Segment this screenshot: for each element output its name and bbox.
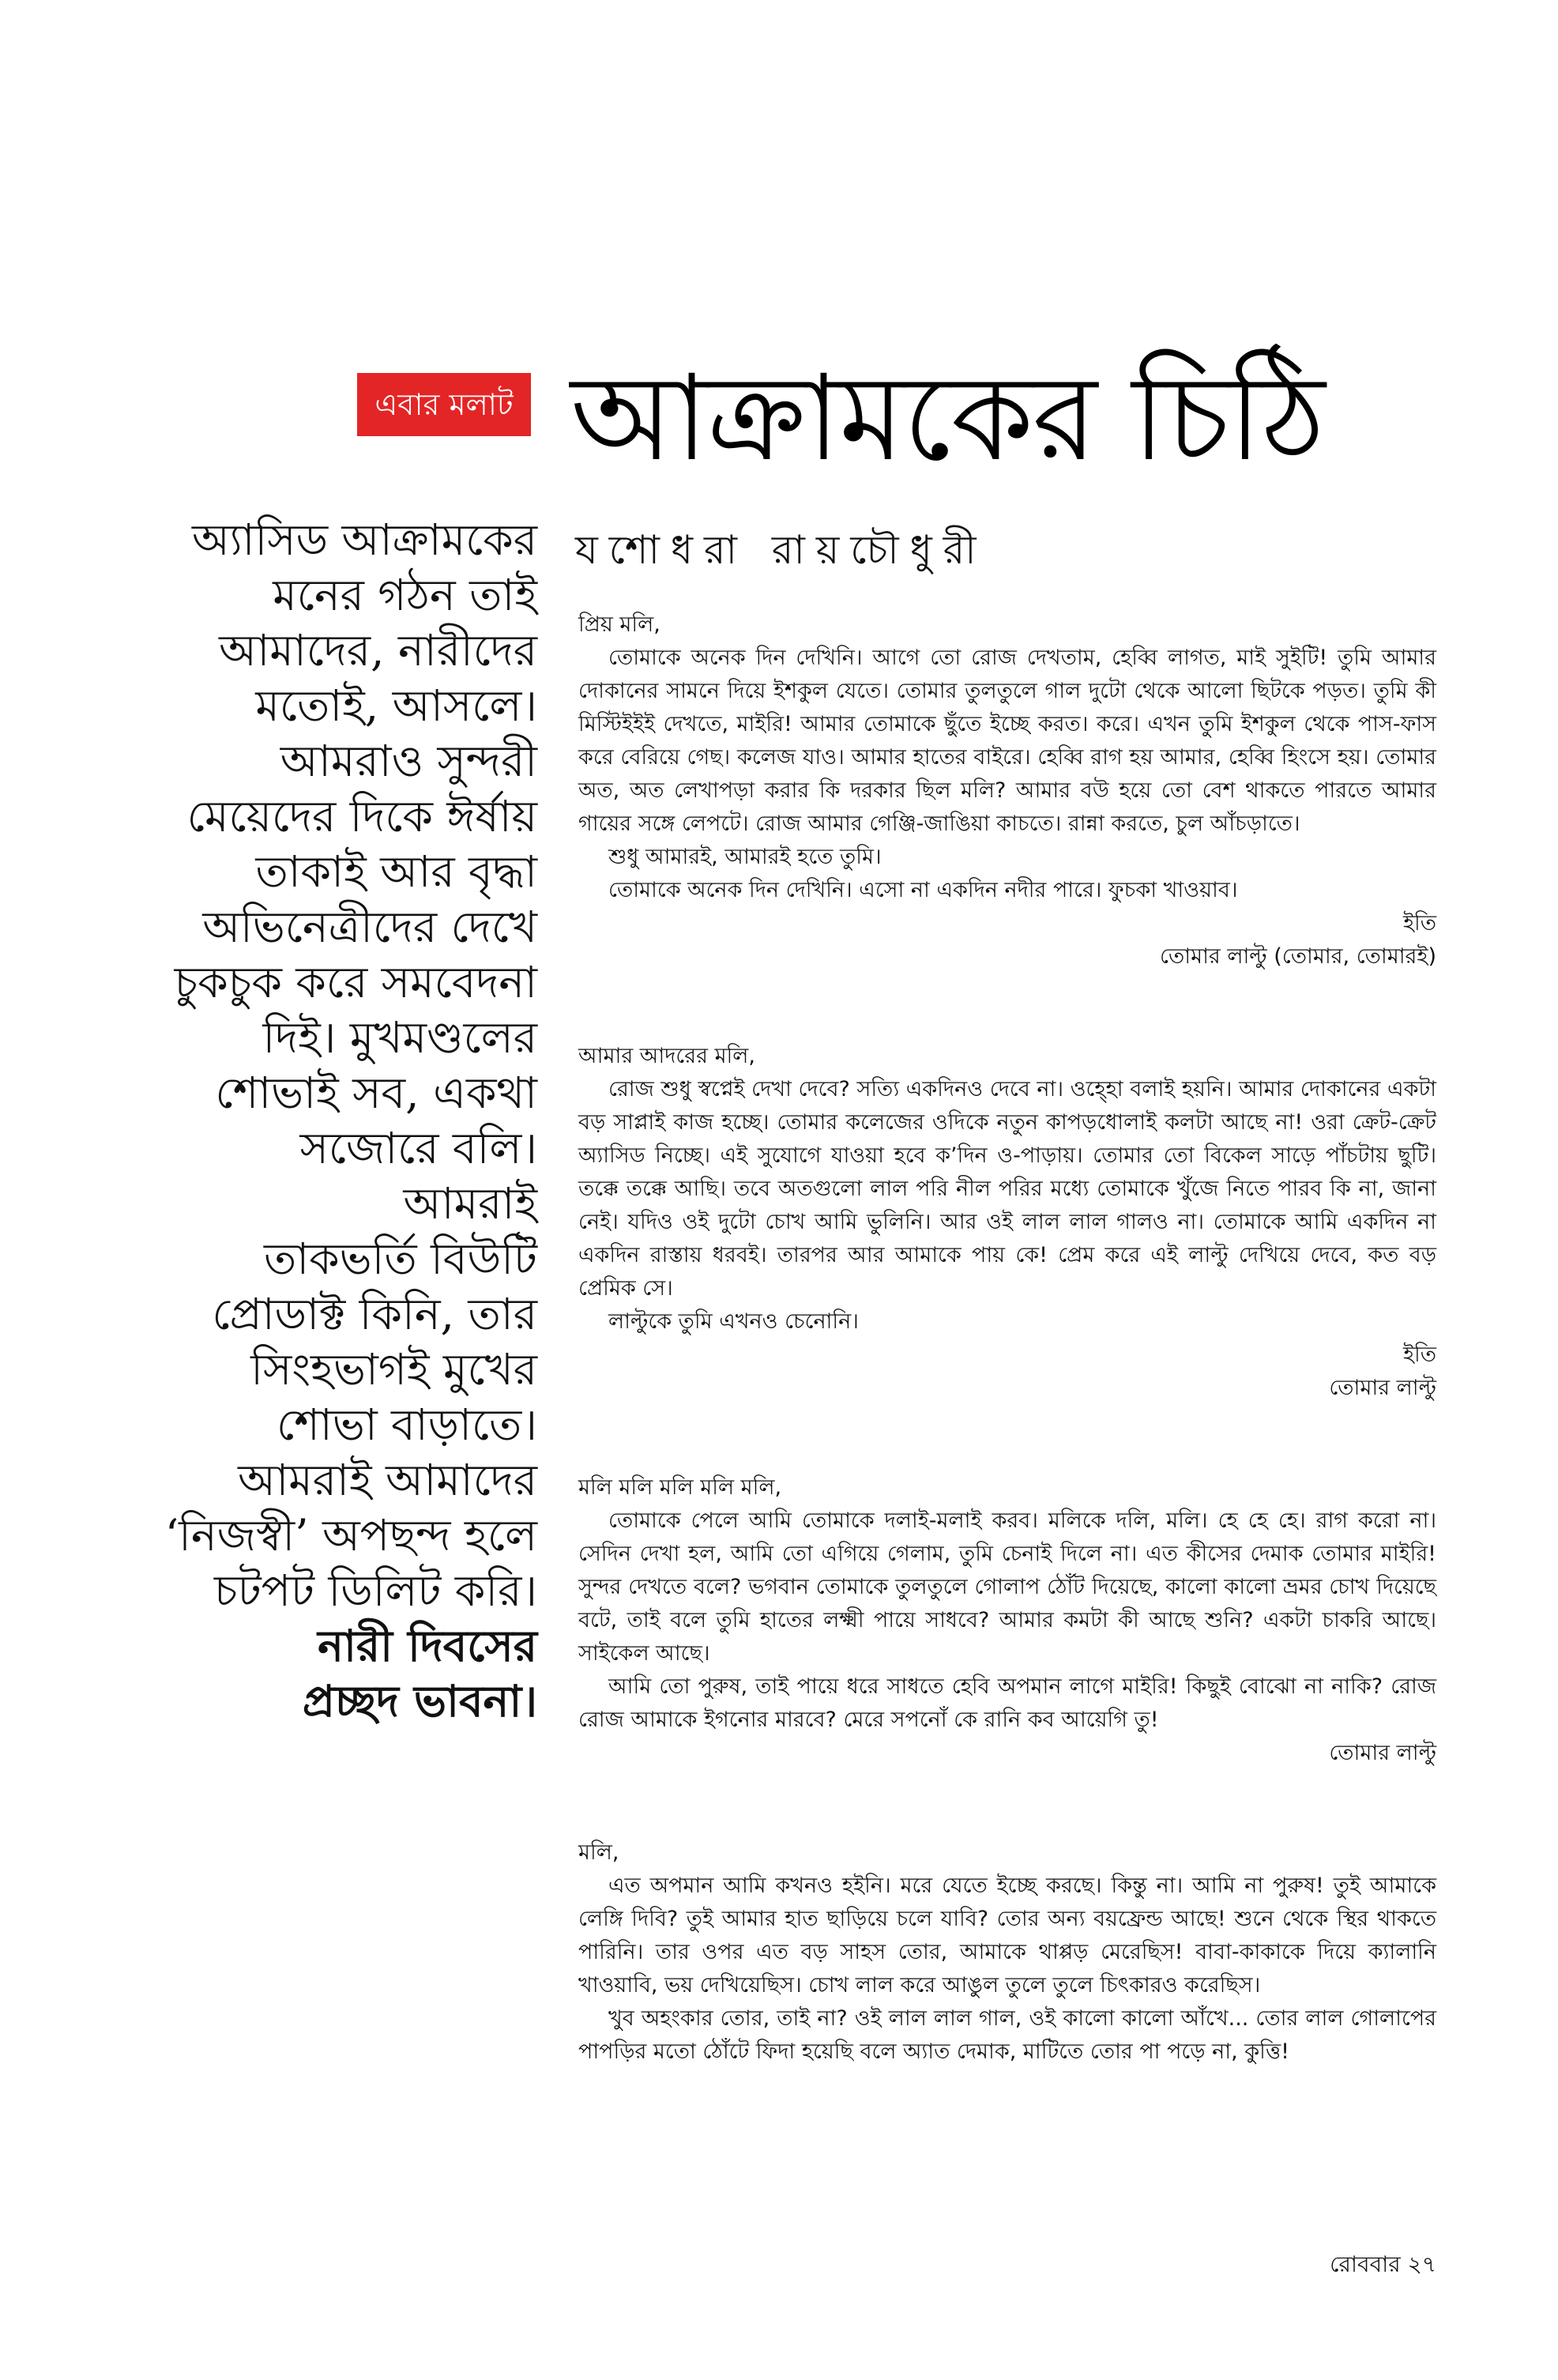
pullquote-line: আমরাও সুন্দরী — [280, 736, 537, 786]
letter-signature: তোমার লাল্টু — [1329, 1741, 1436, 1765]
pullquote-line: তাকভর্তি বিউটি — [263, 1233, 537, 1284]
letter-paragraph: আমি তো পুরুষ, তাই পায়ে ধরে সাধতে হেবি অপমান লাগে মাইরি! কিছুই বোঝো না নাকি? রোজ রোজ আমাকে ইগনোর মারবে? মেরে সপনোঁ কে রানি কব আয়েগি তু! — [578, 1674, 1436, 1732]
pullquote-line: অভিনেত্রীদের দেখে — [202, 902, 537, 952]
letter-closing: ইতি — [1402, 911, 1436, 936]
letter-salutation: মলি, — [578, 1840, 619, 1865]
letter-paragraph: তোমাকে পেলে আমি তোমাকে দলাই-মলাই করব। মলিকে দলি, মলি। হে হে হে। রাগ করো না। সেদিন দেখা হল, আমি তো এগিয়ে গেলাম, তুমি চেনাই দিলে না। এত কীসের দেমাক তোমার মাইরি! সুন্দর দেখতে বলে? ভগবান তোমাকে তুলতুলে গোলাপ ঠোঁট দিয়েছে, কালো কালো ভ্রমর চোখ দিয়েছে বটে, তাই বলে তুমি হাতের লক্ষ্মী পায়ে সাধবে? আমার কমটা কী আছে শুনি? একটা চাকরি আছে। সাইকেল আছে। — [578, 1508, 1436, 1666]
letter-divider-space — [578, 973, 1436, 1040]
letter-signature: তোমার লাল্টু — [1329, 1376, 1436, 1400]
pullquote-line: মেয়েদের দিকে ঈর্ষায় — [186, 791, 537, 842]
letter-paragraph: রোজ শুধু স্বপ্নেই দেখা দেবে? সত্যি একদিনও দেবে না। ওহ্হো বলাই হয়নি। আমার দোকানের একটা বড় সাপ্লাই কাজ হচ্ছে। তোমার কলেজের ওদিকে নতুন কাপড়ধোলাই কলটা আছে না! ওরা ক্রেট-ক্রেট অ্যাসিড নিচ্ছে। এই সুযোগে যাওয়া হবে ক’দিন ও-পাড়ায়। তোমার তো বিকেল সাড়ে পাঁচটায় ছুটি। তক্কে তক্কে আছি। তবে অতগুলো লাল পরি নীল পরির মধ্যে তোমাকে খুঁজে নিতে পারব কি না, জানা নেই। যদিও ওই দুটো চোখ আমি ভুলিনি। আর ওই লাল লাল গালও না। তোমাকে আমি একদিন না একদিন রাস্তায় ধরবই। তারপর আর আমাকে পায় কে! প্রেম করে এই লাল্টু দেখিয়ে দেবে, কত বড় প্রেমিক সে। — [578, 1077, 1436, 1301]
author-byline: যশোধরা রায়চৌধুরী — [575, 527, 988, 573]
letter-1 — [578, 608, 1436, 973]
letters-column — [578, 608, 1436, 2069]
letter-paragraph: শুধু আমারই, আমারই হতে তুমি। — [608, 845, 882, 869]
pullquote-line: আমাদের, নারীদের — [219, 625, 537, 676]
pullquote-line: মনের গঠন তাই — [273, 570, 537, 620]
pullquote-bold-line: প্রচ্ছদ ভাবনা। — [302, 1675, 537, 1727]
letter-closing: ইতি — [1402, 1343, 1436, 1367]
pullquote — [158, 512, 537, 1729]
pullquote-line: সজোরে বলি। আমরাই — [299, 1123, 537, 1229]
letter-salutation: আমার আদরের মলি, — [578, 1044, 755, 1068]
letter-4 — [578, 1836, 1436, 2069]
pullquote-line: সিংহভাগই মুখের — [250, 1344, 537, 1395]
pullquote-line: ‘নিজস্বী’ অপছন্দ হলে — [164, 1510, 537, 1561]
pullquote-line: প্রোডাক্ট কিনি, তার — [212, 1289, 537, 1339]
letter-divider-space — [578, 1405, 1436, 1471]
letter-paragraph: এত অপমান আমি কখনও হইনি। মরে যেতে ইচ্ছে করছে। কিন্তু না। আমি না পুরুষ! তুই আমাকে লেঙ্গি দিবি? তুই আমার হাত ছাড়িয়ে চলে যাবি? তোর অন্য বয়ফ্রেন্ড আছে! শুনে থেকে স্থির থাকতে পারিনি। তার ওপর এত বড় সাহস তোর, আমাকে থাপ্পড় মেরেছিস! বাবা-কাকাকে দিয়ে ক্যালানি খাওয়াবি, ভয় দেখিয়েছিস। চোখ লাল করে আঙুল তুলে তুলে চিৎকারও করেছিস। — [578, 1873, 1436, 1998]
pullquote-line: চুকচুক করে সমবেদনা — [174, 957, 537, 1007]
letter-2 — [578, 1040, 1436, 1405]
pullquote-line: শোভাই সব, একথা — [215, 1068, 537, 1118]
pullquote-line: অ্যাসিড আক্রামকের — [191, 514, 537, 565]
pullquote-line: দিই। মুখমণ্ডলের — [262, 1012, 537, 1063]
letter-signature: তোমার লাল্টু (তোমার, তোমারই) — [1160, 944, 1436, 969]
article-title: আক্রামকের চিঠি — [570, 350, 1324, 488]
pullquote-line: মতোই, আসলে। — [255, 680, 537, 731]
letter-paragraph: তোমাকে অনেক দিন দেখিনি। এসো না একদিন নদীর পারে। ফুচকা খাওয়াব। — [608, 878, 1238, 902]
letter-3 — [578, 1471, 1436, 1770]
letter-paragraph: খুব অহংকার তোর, তাই না? ওই লাল লাল গাল, ওই কালো কালো আঁখে... তোর লাল গোলাপের পাপড়ির মতো ঠোঁটে ফিদা হয়েছি বলে অ্যাত দেমাক, মাটিতে তোর পা পড়ে না, কুত্তি! — [578, 2006, 1436, 2064]
letter-paragraph: লাল্টুকে তুমি এখনও চেনোনি। — [608, 1309, 859, 1334]
pullquote-line: চটপট ডিলিট করি। — [214, 1565, 537, 1616]
pullquote-bold-line: নারী দিবসের — [318, 1620, 537, 1671]
pullquote-line: আমরাই আমাদের — [238, 1455, 537, 1505]
pullquote-line: শোভা বাড়াতে। — [276, 1399, 537, 1450]
letter-salutation: মলি মলি মলি মলি মলি, — [578, 1475, 782, 1500]
letter-paragraph: তোমাকে অনেক দিন দেখিনি। আগে তো রোজ দেখতাম, হেব্বি লাগত, মাই সুইটি! তুমি আমার দোকানের সামনে দিয়ে ইশকুল যেতে। তোমার তুলতুলে গাল দুটো থেকে আলো ছিটকে পড়ত। তুমি কী মিস্টিইইই দেখতে, মাইরি! আমার তোমাকে ছুঁতে ইচ্ছে করত। করে। এখন তুমি ইশকুল থেকে পাস-ফাস করে বেরিয়ে গেছ। কলেজ যাও। আমার হাতের বাইরে। হেব্বি রাগ হয় আমার, হেব্বি হিংসে হয়। তোমার অত, অত লেখাপড়া করার কি দরকার ছিল মলি? আমার বউ হয়ে তো বেশ থাকতে পারতে আমার গায়ের সঙ্গে লেপটে। রোজ আমার গেঞ্জি-জাঙিয়া কাচতে। রান্না করতে, চুল আঁচড়াতে। — [578, 646, 1436, 836]
page-footer: রোববার ২৭ — [1330, 2251, 1436, 2277]
letter-divider-space — [578, 1770, 1436, 1836]
pullquote-line: তাকাই আর বৃদ্ধা — [255, 846, 537, 897]
section-tag: এবার মলাট — [357, 373, 531, 436]
letter-salutation: প্রিয় মলি, — [578, 612, 660, 637]
